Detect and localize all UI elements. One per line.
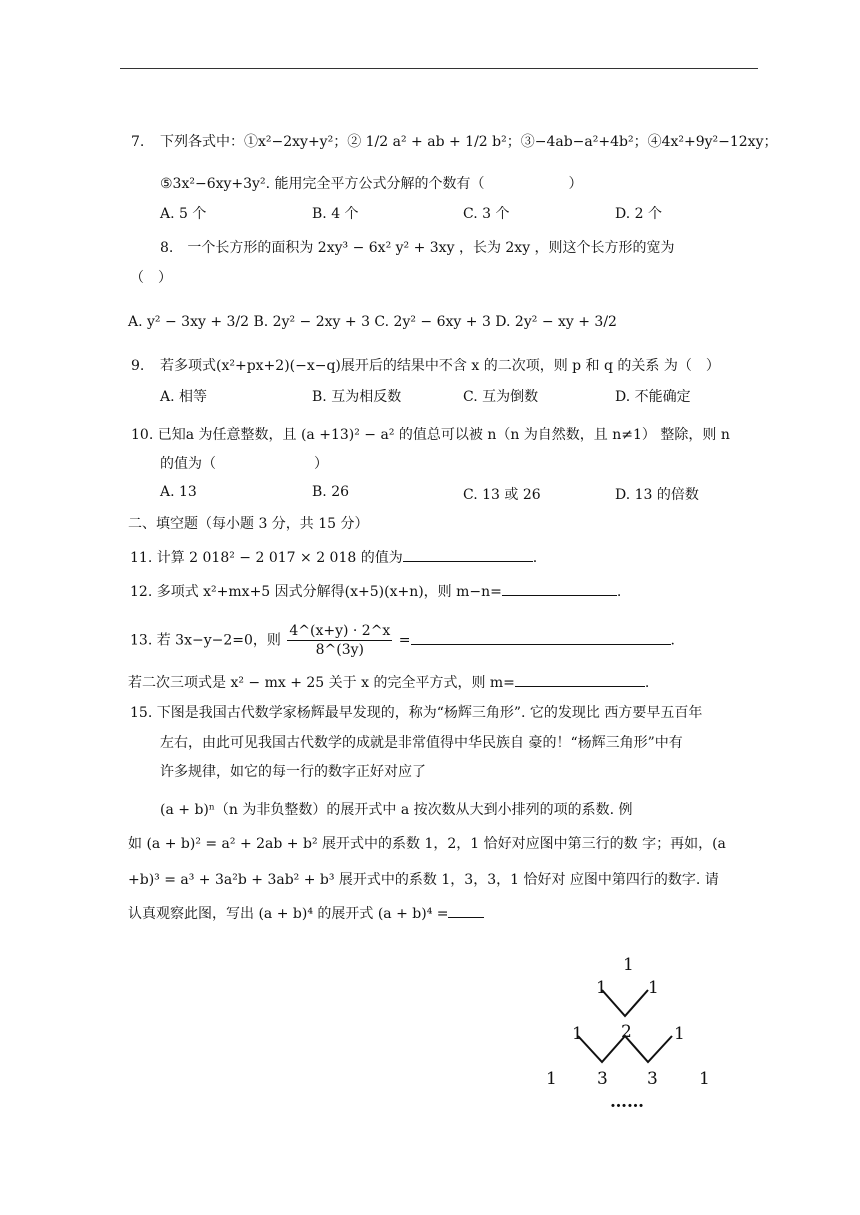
q15-line5: 如 (a + b)² = a² + 2ab + b² 展开式中的系数 1，2，1 恰好对应图中第三行的数 字；再如，(a — [128, 836, 726, 852]
q11-text: 11. 计算 2 018² − 2 017 × 2 018 的值为 — [130, 550, 403, 566]
triangle-row2-value: 1 — [648, 978, 659, 998]
q13-fraction — [287, 622, 392, 659]
q11-answer-blank[interactable] — [403, 561, 533, 562]
q8-line2: （ ） — [130, 270, 172, 286]
q10-line1: 10. 已知a 为任意整数，且 (a +13)² − a² 的值总可以被 n（n 为自然数，且 n≠1） 整除，则 n — [131, 427, 730, 443]
q7-option-c: C. 3 个 — [463, 206, 510, 222]
q10-option-d: D. 13 的倍数 — [615, 487, 699, 503]
q15-line1: 15. 下图是我国古代数学家杨辉最早发现的，称为“杨辉三角形”. 它的发现比 西方要早五百年 — [130, 705, 703, 721]
q15-answer-blank[interactable] — [448, 917, 484, 918]
q7-line1: 下列各式中：①x²−2xy+y²；② 1/2 a² + ab + 1/2 b²；③−4ab−a²+4b²；④4x²+9y²−12xy； — [160, 134, 778, 150]
q8-line1: 8. 一个长方形的面积为 2xy³ − 6x² y² + 3xy ，长为 2xy ，则这个长方形的宽为 — [160, 240, 675, 256]
section-fill-in-title: 二、填空题（每小题 3 分，共 15 分） — [128, 516, 369, 532]
q7-option-d: D. 2 个 — [615, 206, 662, 222]
triangle-row4-value: 3 — [597, 1069, 608, 1089]
triangle-row4-value: 3 — [647, 1069, 658, 1089]
q9-option-d: D. 不能确定 — [615, 389, 691, 405]
q10-option-b: B. 26 — [312, 484, 350, 500]
triangle-row4-value: 1 — [699, 1069, 710, 1089]
triangle-row3-value: 1 — [572, 1024, 583, 1044]
header-rule — [120, 68, 758, 69]
q14-answer-blank[interactable] — [515, 686, 645, 687]
q9-number: 9. — [131, 358, 145, 374]
triangle-row4-value: 1 — [546, 1069, 557, 1089]
q7-line2: ⑤3x²−6xy+3y². 能用完全平方公式分解的个数有（ ） — [160, 176, 583, 192]
triangle-row2-value: 1 — [596, 978, 607, 998]
q13-equals: = — [398, 632, 411, 649]
q9-option-b: B. 互为相反数 — [312, 389, 402, 405]
q9-option-a: A. 相等 — [160, 389, 208, 405]
q9-option-c: C. 互为倒数 — [463, 389, 539, 405]
q15-line7: 认真观察此图，写出 (a + b)⁴ 的展开式 (a + b)⁴ = — [128, 906, 449, 922]
q13-answer-blank[interactable] — [411, 644, 671, 645]
q12-text: 12. 多项式 x²+mx+5 因式分解得(x+5)(x+n)，则 m−n= — [130, 584, 502, 600]
q10-option-a: A. 13 — [160, 484, 197, 500]
q14-text: 若二次三项式是 x² − mx + 25 关于 x 的完全平方式，则 m= — [128, 675, 515, 691]
yanghui-triangle — [540, 950, 740, 1120]
q9-line1: 若多项式(x²+px+2)(−x−q)展开后的结果中不含 x 的二次项，则 p 和 q 的关系 为（ ） — [160, 358, 720, 374]
triangle-row3-value: 1 — [674, 1024, 685, 1044]
q13-denominator: 8^(3y) — [315, 642, 365, 658]
triangle-row1-value: 1 — [623, 955, 634, 975]
q13-prefix: 13. 若 3x−y−2=0，则 — [130, 632, 281, 649]
q15-line2: 左右，由此可见我国古代数学的成就是非常值得中华民族自 豪的！“杨辉三角形”中有 — [160, 735, 683, 751]
q7-number: 7. — [131, 134, 145, 150]
q10-line2: 的值为（ ） — [160, 456, 328, 472]
q12-answer-blank[interactable] — [502, 595, 617, 596]
q10-option-c: C. 13 或 26 — [463, 487, 541, 503]
q7-option-a: A. 5 个 — [160, 206, 207, 222]
triangle-ellipsis: …… — [610, 1092, 644, 1112]
q15-line3: 许多规律，如它的每一行的数字正好对应了 — [160, 764, 426, 780]
q8-options: A. y² − 3xy + 3/2 B. 2y² − 2xy + 3 C. 2y² − 6xy + 3 D. 2y² − xy + 3/2 — [128, 314, 617, 330]
triangle-row3-value: 2 — [621, 1022, 632, 1042]
q15-line6: +b)³ = a³ + 3a²b + 3ab² + b³ 展开式中的系数 1，3，3，1 恰好对 应图中第四行的数字. 请 — [128, 872, 719, 888]
q13-numerator: 4^(x+y) · 2^x — [289, 623, 391, 639]
q7-option-b: B. 4 个 — [312, 206, 359, 222]
q15-line4: (a + b)ⁿ（n 为非负整数）的展开式中 a 按次数从大到小排列的项的系数. 例 — [160, 802, 633, 818]
